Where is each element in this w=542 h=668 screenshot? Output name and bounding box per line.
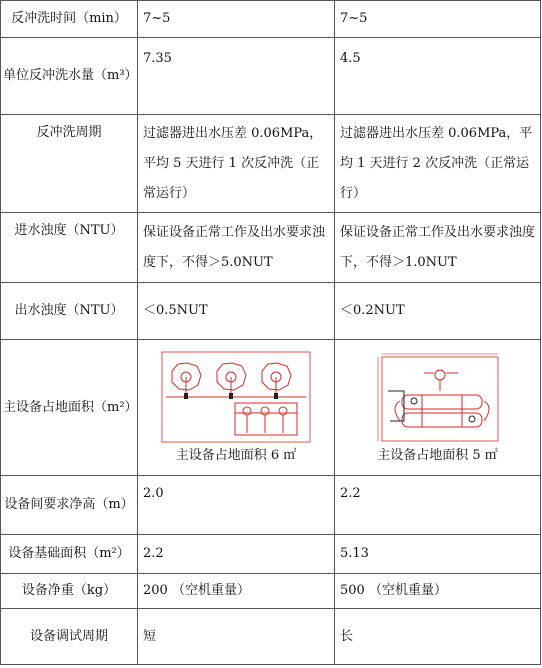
equipment-drawing-b — [374, 351, 502, 443]
row-label-foundation-area: 设备基础面积（m²） — [1, 535, 138, 574]
row-label-net-weight: 设备净重（kg） — [1, 574, 138, 609]
table-row — [1, 38, 541, 115]
row-label-backwash-cycle: 反冲洗周期 — [1, 115, 138, 213]
row-label-commissioning: 设备调试周期 — [1, 609, 138, 665]
row-label-backwash-time: 反冲洗时间（min） — [1, 1, 138, 38]
table-row — [1, 213, 541, 283]
value-a-backwash-time: 7~5 — [138, 1, 335, 38]
row-label-backwash-water: 单位反冲洗水量（m³） — [1, 38, 138, 115]
value-b-net-weight: 500 （空机重量） — [335, 574, 541, 609]
value-b-inlet-turbidity: 保证设备正常工作及出水要求浊度下，不得＞1.0NUT — [335, 213, 541, 283]
value-a-net-weight: 200 （空机重量） — [138, 574, 335, 609]
table-row — [1, 283, 541, 340]
value-a-outlet-turbidity: ＜0.5NUT — [138, 283, 335, 340]
value-b-clear-height: 2.2 — [335, 476, 541, 535]
footprint-b-cell — [335, 340, 541, 476]
table-row — [1, 574, 541, 609]
table-row — [1, 340, 541, 476]
footprint-b-caption: 主设备占地面积 5 ㎡ — [377, 447, 498, 463]
equipment-drawing-a — [161, 351, 311, 443]
value-b-commissioning: 长 — [335, 609, 541, 665]
row-label-footprint: 主设备占地面积（m²） — [1, 340, 138, 476]
row-label-inlet-turbidity: 进水浊度（NTU） — [1, 213, 138, 283]
value-a-foundation-area: 2.2 — [138, 535, 335, 574]
table-row — [1, 609, 541, 665]
table-row — [1, 535, 541, 574]
value-b-outlet-turbidity: ＜0.2NUT — [335, 283, 541, 340]
row-label-outlet-turbidity: 出水浊度（NTU） — [1, 283, 138, 340]
value-b-backwash-water: 4.5 — [335, 38, 541, 115]
table-row — [1, 1, 541, 38]
row-label-clear-height: 设备间要求净高（m） — [1, 476, 138, 535]
footprint-a-caption: 主设备占地面积 6 ㎡ — [175, 447, 297, 463]
value-a-inlet-turbidity: 保证设备正常工作及出水要求浊度下，不得＞5.0NUT — [138, 213, 335, 283]
value-a-backwash-water: 7.35 — [138, 38, 335, 115]
value-a-commissioning: 短 — [138, 609, 335, 665]
value-a-backwash-cycle: 过滤器进出水压差 0.06MPa，平均 5 天进行 1 次反冲洗（正常运行） — [138, 115, 335, 213]
value-b-backwash-cycle: 过滤器进出水压差 0.06MPa，平均 1 天进行 2 次反冲洗（正常运行） — [335, 115, 541, 213]
value-b-foundation-area: 5.13 — [335, 535, 541, 574]
table-row — [1, 115, 541, 213]
value-b-backwash-time: 7~5 — [335, 1, 541, 38]
footprint-a-cell — [138, 340, 335, 476]
table-row — [1, 476, 541, 535]
value-a-clear-height: 2.0 — [138, 476, 335, 535]
